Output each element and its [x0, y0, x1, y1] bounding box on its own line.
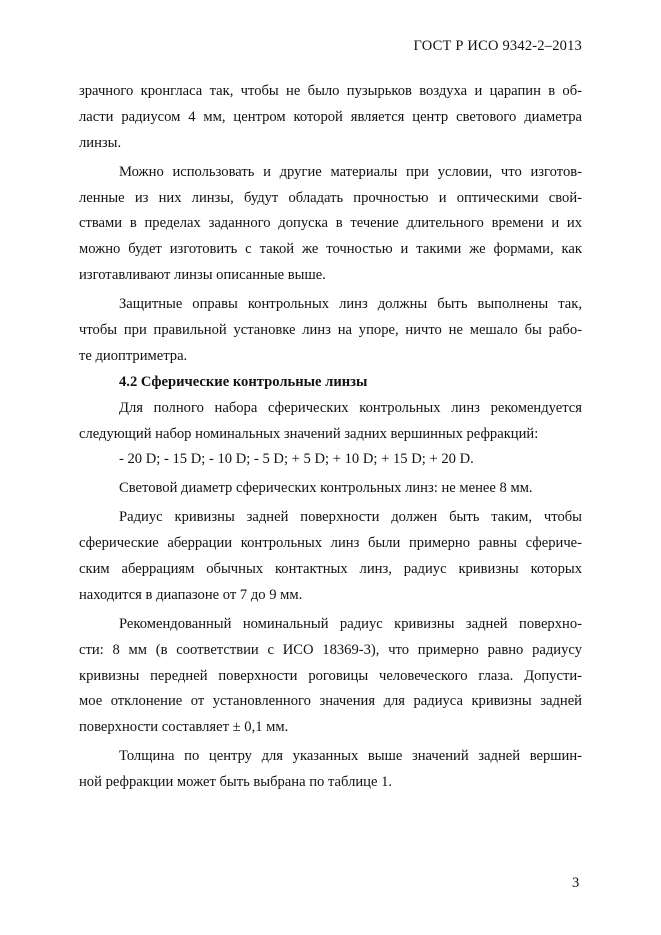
text-line: те диоптриметра.	[79, 347, 188, 364]
text-line: сферические аберрации контрольных линз были примерно равны сфериче-	[79, 535, 582, 552]
text-line: ласти радиусом 4 мм, центром которой является центр светового диаметра	[79, 108, 582, 125]
text-line: находится в диапазоне от 7 до 9 мм.	[79, 586, 303, 603]
refraction-values-line: - 20 D; - 15 D; - 10 D; - 5 D; + 5 D; + 10 D; + 15 D; + 20 D.	[119, 451, 474, 468]
paragraph-nominal-radius	[79, 612, 582, 741]
page-content	[79, 79, 582, 796]
paragraph-recommended-set	[79, 396, 582, 448]
section-heading: 4.2 Сферические контрольные линзы	[119, 373, 368, 390]
text-line: чтобы при правильной установке линз на упоре, ничто не мешало бы рабо-	[79, 322, 582, 339]
text-line: Толщина по центру для указанных выше значений задней вершин-	[119, 748, 582, 765]
standard-header: ГОСТ Р ИСО 9342-2–2013	[413, 38, 582, 54]
text-line: кривизны передней поверхности роговицы человеческого глаза. Допусти-	[79, 667, 582, 684]
text-line: сти: 8 мм (в соответствии с ИСО 18369-3), что примерно равно радиусу	[79, 641, 582, 658]
paragraph-light-diameter	[79, 476, 582, 502]
paragraph-center-thickness	[79, 744, 582, 796]
text-line: зрачного кронгласа так, чтобы не было пузырьков воздуха и царапин в об-	[79, 83, 582, 99]
text-line: ленные из них линзы, будут обладать прочностью и оптическими свой-	[79, 189, 582, 206]
text-line: следующий набор номинальных значений задних вершинных рефракций:	[79, 425, 539, 442]
text-line: ским аберрациям обычных контактных линз, радиус кривизны которых	[79, 561, 582, 578]
paragraph-other-materials	[79, 160, 582, 289]
text-line: Можно использовать и другие материалы при условии, что изготов-	[119, 163, 582, 180]
text-line: Рекомендованный номинальный радиус кривизны задней поверхно-	[119, 615, 582, 632]
text-line: Защитные оправы контрольных линз должны быть выполнены так,	[119, 296, 582, 313]
text-line: можно будет изготовить с такой же точностью и такими же формами, как	[79, 241, 582, 258]
text-line: линзы.	[79, 134, 122, 151]
paragraph-protective-frames	[79, 292, 582, 370]
text-line: Для полного набора сферических контрольных линз рекомендуется	[119, 399, 582, 416]
text-line: изготавливают линзы описанные выше.	[79, 267, 326, 284]
text-line: ной рефракции может быть выбрана по таблице 1.	[79, 774, 393, 791]
paragraph-back-surface-radius	[79, 505, 582, 609]
page-number: 3	[572, 875, 580, 891]
text-line: Радиус кривизны задней поверхности должен быть таким, чтобы	[119, 509, 582, 526]
paragraph-material-continuation	[79, 79, 582, 157]
text-line: поверхности составляет ± 0,1 мм.	[79, 719, 289, 736]
text-line: ствами в пределах заданного допуска в течение длительного времени и их	[79, 215, 582, 232]
text-line: Световой диаметр сферических контрольных линз: не менее 8 мм.	[119, 480, 533, 497]
text-line: мое отклонение от установленного значения для радиуса кривизны задней	[79, 693, 582, 710]
